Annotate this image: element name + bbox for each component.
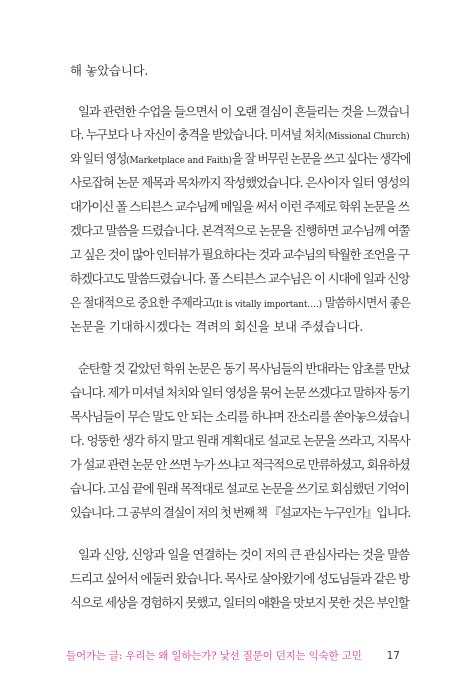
text-line [70, 63, 148, 79]
text-segment: 논문을 기대하시겠다는 격려의 회신을 보내 주셨습니다. [70, 319, 364, 334]
text-segment: 을 잘 버무린 논문을 쓰고 싶다는 생각에 [231, 151, 411, 166]
text-segment: 고 싶은 것이 많아 인터뷰가 필요하다는 것과 교수님의 탁월한 조언을 구 [70, 247, 409, 262]
text-line [70, 151, 410, 169]
text-segment: 은 절대적으로 중요한 주제라고 [70, 295, 213, 310]
text-segment: 대가이신 폴 스티븐스 교수님께 메일을 써서 이런 주제로 학위 논문을 쓰 [70, 199, 409, 214]
text-segment: 일과 신앙, 신앙과 일을 연결하는 것이 저의 큰 관심사라는 것을 말씀 [78, 547, 410, 562]
text-line [70, 271, 409, 287]
text-segment: 와 일터 영성 [70, 151, 127, 166]
text-segment: 겠다고 말씀을 드렸습니다. 본격적으로 논문을 진행하면 교수님께 여쭐 [70, 223, 410, 238]
text-segment: 일과 관련한 수업을 들으면서 이 오랜 결심이 흔들리는 것을 느꼈습니 [78, 104, 410, 119]
text-line [70, 433, 410, 449]
text-line [78, 547, 409, 563]
text-segment: 해 놓았습니다. [70, 63, 149, 78]
text-segment: 가 설교 관련 논문 안 쓰면 누가 쓰냐고 적극적으로 만류하셨고, 회유하셨 [70, 457, 410, 472]
text-line [70, 295, 410, 313]
english-annotation: (It is vitally important….) [212, 299, 322, 310]
text-line [70, 199, 409, 215]
text-line [70, 223, 409, 239]
text-segment: 다. 누구보다 나 자신이 충격을 받았습니다. 미셔널 처치 [70, 127, 325, 142]
text-line [70, 505, 410, 521]
text-segment: 식으로 세상을 경험하지 못했고, 일터의 애환을 맛보지 못한 것은 부인할 [70, 595, 409, 610]
text-line [70, 595, 409, 611]
text-segment: 습니다. 고심 끝에 원래 목적대로 설교로 논문을 쓰기로 회심했던 기억이 [70, 481, 409, 496]
text-line [70, 571, 409, 587]
text-line [78, 104, 409, 120]
english-annotation: (Marketplace and Faith) [126, 155, 232, 166]
text-segment: 말씀하시면서 좋은 [321, 295, 411, 310]
english-annotation: (Missional Church) [324, 131, 410, 142]
text-line [70, 127, 410, 145]
page-number: 17 [386, 650, 400, 662]
text-line [70, 175, 409, 191]
text-segment: 하겠다고도 말씀드렸습니다. 폴 스티븐스 교수님은 이 시대에 일과 신앙 [70, 271, 410, 286]
text-line [70, 481, 409, 497]
text-segment: 있습니다. 그 공부의 결실이 저의 첫 번째 책 『설교자는 누구인가』입니다. [70, 505, 410, 520]
text-line [70, 409, 409, 425]
text-segment: 습니다. 제가 미셔널 처치와 일터 영성을 묶어 논문 쓰겠다고 말하자 동기 [70, 385, 410, 400]
text-line [70, 385, 409, 401]
text-line [70, 319, 363, 335]
text-line [70, 457, 409, 473]
text-line [70, 247, 409, 263]
text-segment: 순탄할 것 같았던 학위 논문은 동기 목사님들의 반대라는 암초를 만났 [78, 361, 410, 376]
text-segment: 사로잡혀 논문 제목과 목차까지 작성했었습니다. 은사이자 일터 영성의 [70, 175, 410, 190]
text-segment: 목사님들이 무슨 말도 안 되는 소리를 하냐며 잔소리를 쏟아놓으셨습니 [70, 409, 410, 424]
running-title: 들어가는 글: 우리는 왜 일하는가? 낯선 질문이 던지는 익숙한 고민 [66, 650, 362, 662]
text-segment: 드리고 싶어서 에둘러 왔습니다. 목사로 살아왔기에 성도님들과 같은 방 [70, 571, 410, 586]
text-line [78, 361, 409, 377]
text-segment: 다. 엉뚱한 생각 하지 말고 원래 계획대로 설교로 논문을 쓰라고, 지목사 [70, 433, 410, 448]
